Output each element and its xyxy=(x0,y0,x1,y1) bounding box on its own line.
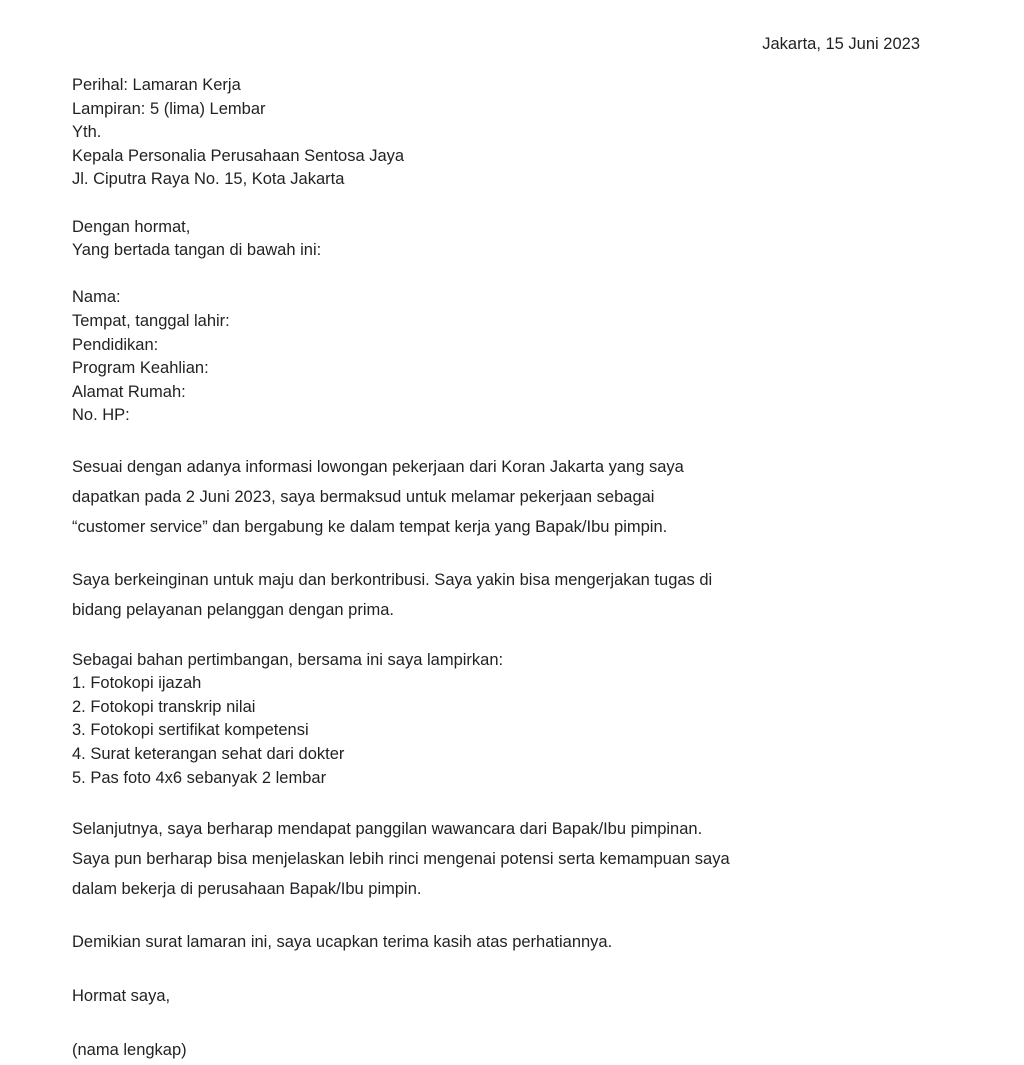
attachment-item-5: 5. Pas foto 4x6 sebanyak 2 lembar xyxy=(72,768,327,787)
spacer xyxy=(72,263,920,287)
attachment-item-1: 1. Fotokopi ijazah xyxy=(72,674,202,693)
paragraph-intent-line-1: Sesuai dengan adanya informasi lowongan pekerjaan dari Koran Jakarta yang saya xyxy=(72,457,684,476)
paragraph-followup xyxy=(72,814,862,904)
spacer xyxy=(72,192,920,216)
paragraph-motivation-line-2: bidang pelayanan pelanggan dengan prima. xyxy=(72,601,395,620)
spacer xyxy=(72,56,920,74)
attachments-block xyxy=(72,649,920,791)
greeting-line: Dengan hormat, xyxy=(72,217,191,236)
personal-field-nama: Nama: xyxy=(72,288,121,307)
personal-fields-block xyxy=(72,286,920,428)
closing-thanks-line: Demikian surat lamaran ini, saya ucapkan terima kasih atas perhatiannya. xyxy=(72,933,613,952)
attachment-item-2: 2. Fotokopi transkrip nilai xyxy=(72,697,256,716)
personal-field-pendidikan: Pendidikan: xyxy=(72,335,159,354)
date-line: Jakarta, 15 Juni 2023 xyxy=(762,35,920,53)
personal-field-no-hp: No. HP: xyxy=(72,406,130,425)
personal-field-alamat-rumah: Alamat Rumah: xyxy=(72,382,186,401)
paragraph-followup-line-1: Selanjutnya, saya berharap mendapat panggilan wawancara dari Bapak/Ibu pimpinan. xyxy=(72,819,703,838)
closing-regards-line: Hormat saya, xyxy=(72,987,171,1006)
paragraph-followup-line-3: dalam bekerja di perusahaan Bapak/Ibu pimpin. xyxy=(72,879,422,898)
attachment-item-4: 4. Surat keterangan sehat dari dokter xyxy=(72,745,345,764)
paragraph-motivation xyxy=(72,565,862,625)
perihal-line: Perihal: Lamaran Kerja xyxy=(72,76,241,94)
signature-placeholder-line: (nama lengkap) xyxy=(72,1040,187,1059)
closing-thanks xyxy=(72,927,862,957)
lampiran-line: Lampiran: 5 (lima) Lembar xyxy=(72,99,266,118)
paragraph-intent-line-2: dapatkan pada 2 Juni 2023, saya bermaksud untuk melamar pekerjaan sebagai xyxy=(72,487,655,506)
yth-line: Yth. xyxy=(72,123,102,142)
spacer xyxy=(72,1011,920,1035)
closing-regards xyxy=(72,981,862,1011)
spacer xyxy=(72,542,920,566)
paragraph-motivation-line-1: Saya berkeinginan untuk maju dan berkontribusi. Saya yakin bisa mengerjakan tugas di xyxy=(72,571,713,590)
salutation-intro-line: Yang bertada tangan di bawah ini: xyxy=(72,241,322,260)
letter-body xyxy=(72,0,920,1065)
spacer xyxy=(72,957,920,981)
recipient-address-line: Jl. Ciputra Raya No. 15, Kota Jakarta xyxy=(72,170,345,189)
personal-field-program-keahlian: Program Keahlian: xyxy=(72,359,209,378)
spacer xyxy=(72,428,920,452)
paragraph-intent-line-3: “customer service” dan bergabung ke dalam tempat kerja yang Bapak/Ibu pimpin. xyxy=(72,517,668,536)
recipient-title-line: Kepala Personalia Perusahaan Sentosa Jaya xyxy=(72,146,405,165)
paragraph-followup-line-2: Saya pun berharap bisa menjelaskan lebih rinci mengenai potensi serta kemampuan saya xyxy=(72,849,730,868)
spacer xyxy=(72,790,920,814)
attachment-item-3: 3. Fotokopi sertifikat kompetensi xyxy=(72,721,309,740)
spacer xyxy=(72,904,920,928)
attachments-intro-line: Sebagai bahan pertimbangan, bersama ini saya lampirkan: xyxy=(72,650,504,669)
spacer xyxy=(72,625,920,649)
paragraph-intent xyxy=(72,452,862,542)
letter-header-block xyxy=(72,74,920,192)
signature-placeholder xyxy=(72,1035,862,1065)
salutation-block xyxy=(72,216,920,263)
personal-field-tempat-tanggal-lahir: Tempat, tanggal lahir: xyxy=(72,311,230,330)
